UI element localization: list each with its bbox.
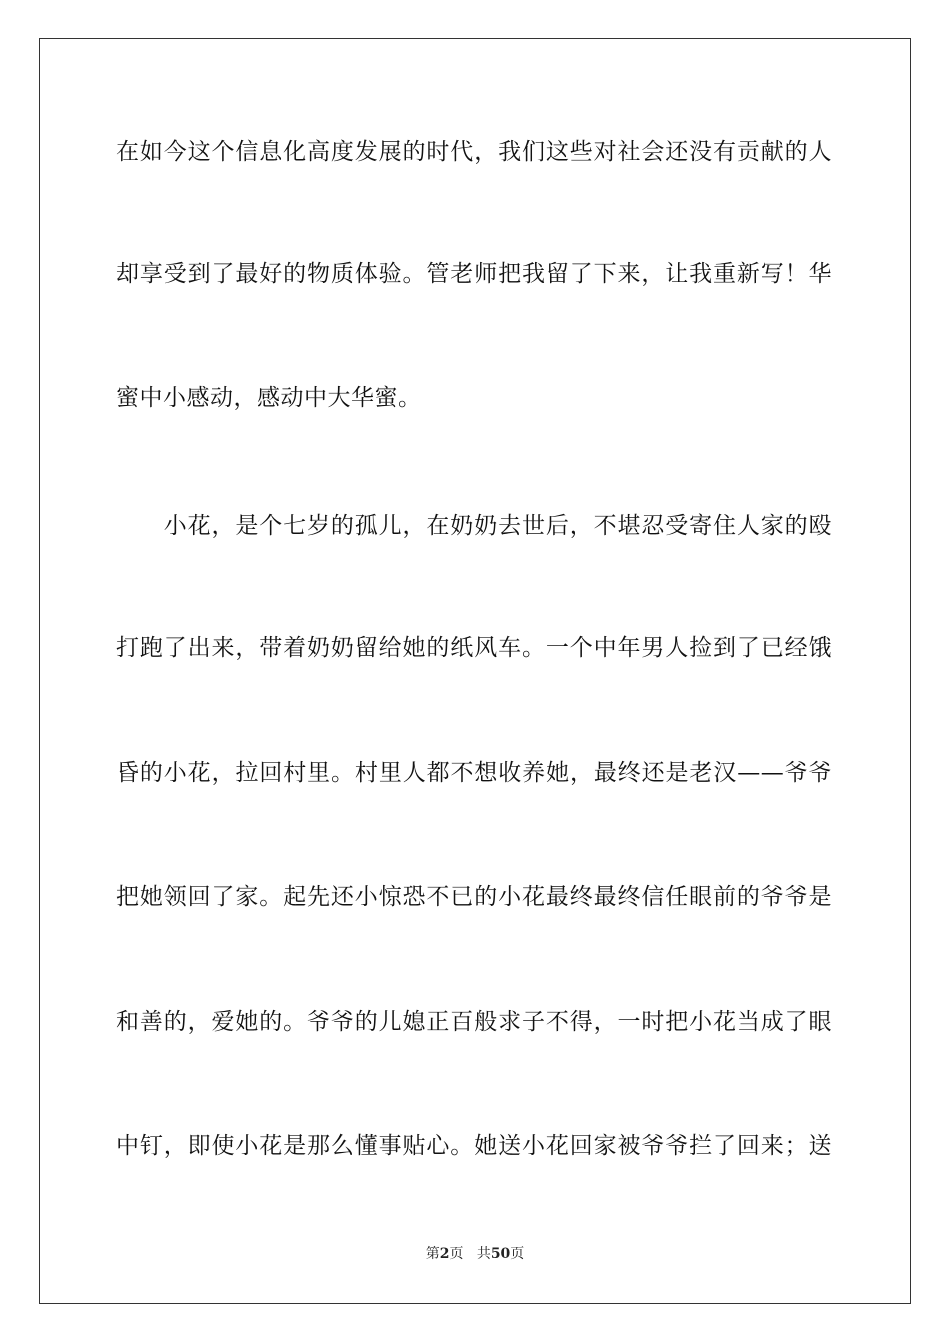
body-text-line-4: 小花，是个七岁的孤儿，在奶奶去世后，不堪忍受寄住人家的殴 xyxy=(116,513,832,539)
footer-page-suffix: 页 xyxy=(449,1246,464,1262)
body-text-line-9: 中钉，即使小花是那么懂事贴心。她送小花回家被爷爷拦了回来；送 xyxy=(116,1133,832,1159)
body-text-line-7: 把她领回了家。起先还小惊恐不已的小花最终最终信任眼前的爷爷是 xyxy=(116,884,832,910)
body-text-line-8: 和善的，爱她的。爷爷的儿媳正百般求子不得，一时把小花当成了眼 xyxy=(116,1009,832,1035)
footer-page-number: 2 xyxy=(439,1246,450,1262)
body-text-line-3: 蜜中小感动，感动中大华蜜。 xyxy=(116,385,422,411)
page-border xyxy=(39,38,911,1304)
footer-page-prefix: 第 xyxy=(425,1246,440,1262)
footer-total-prefix: 共 xyxy=(476,1246,491,1262)
body-text-line-5: 打跑了出来，带着奶奶留给她的纸风车。一个中年男人捡到了已经饿 xyxy=(116,635,832,661)
body-text-line-6: 昏的小花，拉回村里。村里人都不想收养她，最终还是老汉——爷爷 xyxy=(116,760,832,786)
page-footer xyxy=(0,1245,950,1263)
body-text-line-2: 却享受到了最好的物质体验。管老师把我留了下来，让我重新写！华 xyxy=(116,261,832,287)
footer-total-pages: 50 xyxy=(490,1246,511,1262)
body-text-line-1: 在如今这个信息化高度发展的时代，我们这些对社会还没有贡献的人 xyxy=(116,139,832,165)
footer-total-suffix: 页 xyxy=(510,1246,525,1262)
